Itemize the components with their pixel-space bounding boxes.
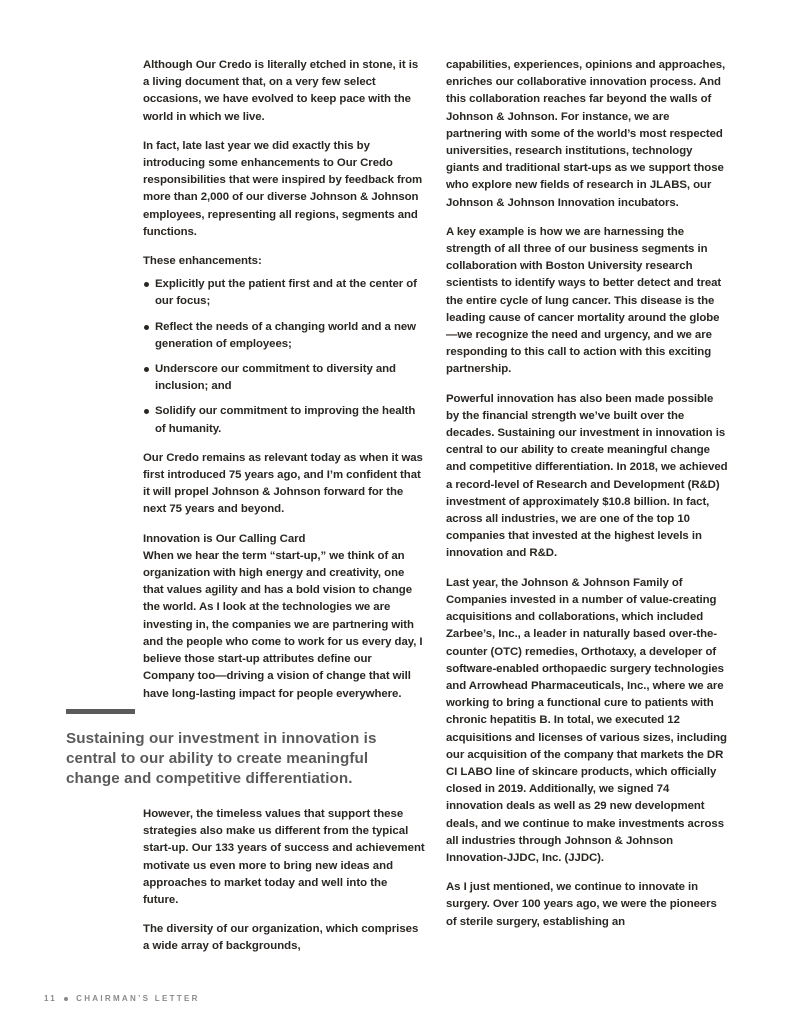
section-label: CHAIRMAN’S LETTER bbox=[76, 994, 200, 1003]
paragraph: Last year, the Johnson & Johnson Family of Companies invested in a number of value-creating acquisitions and collaborations, which included Zarbee’s, Inc., a leader in naturally based over-the-counter (OTC) remedies, Orthotaxy, a developer of software-enabled orthopaedic surgery technologies and Arrowhead Pharmaceuticals, Inc., where we are working to bring a functional cure to patients with chronic hepatitis B. In total, we executed 12 acquisitions and licenses of various sizes, including our acquisition of the company that markets the DR CI LABO line of skincare products, which officially closed in 2019. Additionally, we signed 74 innovation deals as well as 29 new development deals, and we continue to make investments across all industries through Johnson & Johnson Innovation-JJDC, Inc. (JJDC). bbox=[446, 576, 727, 864]
paragraph: As I just mentioned, we continue to innovate in surgery. Over 100 years ago, we were the pioneers of sterile surgery, establishing an bbox=[446, 881, 717, 928]
paragraph: Our Credo remains as relevant today as when it was first introduced 75 years ago, and I’m confident that it will propel Johnson & Johnson forward for the next 75 years and beyond. bbox=[143, 451, 423, 516]
paragraph: When we hear the term “start-up,” we think of an organization with high energy and creativity, one that values agility and has a bold vision to change the world. As I look at the technologies we are investing in, the companies we are partnering with and the people who come to work for us every day, I believe those start-up attributes define our Company too—driving a vision of change that will have long-lasting impact for people everywhere. bbox=[143, 549, 423, 700]
paragraph: capabilities, experiences, opinions and approaches, enriches our collaborative innovation process. And this collaboration reaches far beyond the walls of Johnson & Johnson. For instance, we are partnering with some of the world’s most respected universities, research institutions, technology giants and traditional start-ups as we support those who explore new fields of research in JLABS, our Johnson & Johnson Innovation incubators. bbox=[446, 59, 726, 209]
list-item: Reflect the needs of a changing world and a new generation of employees; bbox=[143, 319, 425, 353]
bullet-separator-icon bbox=[64, 997, 68, 1001]
enhancements-list bbox=[143, 276, 425, 438]
pull-quote-bar bbox=[66, 709, 135, 714]
page-footer bbox=[44, 994, 200, 1003]
list-item: Solidify our commitment to improving the health of humanity. bbox=[143, 403, 425, 437]
paragraph: These enhancements: bbox=[143, 255, 262, 268]
paragraph: However, the timeless values that support these strategies also make us different from the typical start-up. Our 133 years of success and achievement motivate us even more to bring new ideas and approaches to market today and well into the future. bbox=[143, 808, 425, 907]
pull-quote: Sustaining our investment in innovation is central to our ability to create meaningful change and competitive differentiation. bbox=[66, 730, 377, 787]
list-item: Underscore our commitment to diversity and inclusion; and bbox=[143, 361, 425, 395]
left-column-lower bbox=[143, 806, 425, 968]
right-column bbox=[446, 57, 728, 943]
paragraph: Although Our Credo is literally etched in stone, it is a living document that, on a very few select occasions, we have evolved to keep pace with the world in which we live. bbox=[143, 59, 419, 123]
paragraph: The diversity of our organization, which comprises a wide array of backgrounds, bbox=[143, 923, 419, 953]
page-number: 11 bbox=[44, 994, 58, 1003]
left-column bbox=[143, 57, 425, 703]
paragraph: In fact, late last year we did exactly this by introducing some enhancements to Our Credo responsibilities that were inspired by feedback from more than 2,000 of our diverse Johnson & Johnson employees, representing all regions, segments and functions. bbox=[143, 139, 423, 238]
paragraph: A key example is how we are harnessing the strength of all three of our business segments in collaboration with Boston University research scientists to identify ways to better detect and treat the entire cycle of lung cancer. This disease is the leading cause of cancer mortality around the globe—we recognize the need and urgency, and we are responding to this call to action with this exciting partnership. bbox=[446, 225, 722, 376]
paragraph: Powerful innovation has also been made possible by the financial strength we’ve built over the decades. Sustaining our investment in innovation is central to our ability to create meaningful change and competitive differentiation. In 2018, we achieved a record-level of Research and Development (R&D) investment of approximately $10.8 billion. In fact, across all industries, we are one of the top 10 companies that invested at the highest levels in innovation and R&D. bbox=[446, 392, 728, 560]
list-item: Explicitly put the patient first and at the center of our focus; bbox=[143, 276, 425, 310]
section-subheading: Innovation is Our Calling Card bbox=[143, 532, 306, 545]
